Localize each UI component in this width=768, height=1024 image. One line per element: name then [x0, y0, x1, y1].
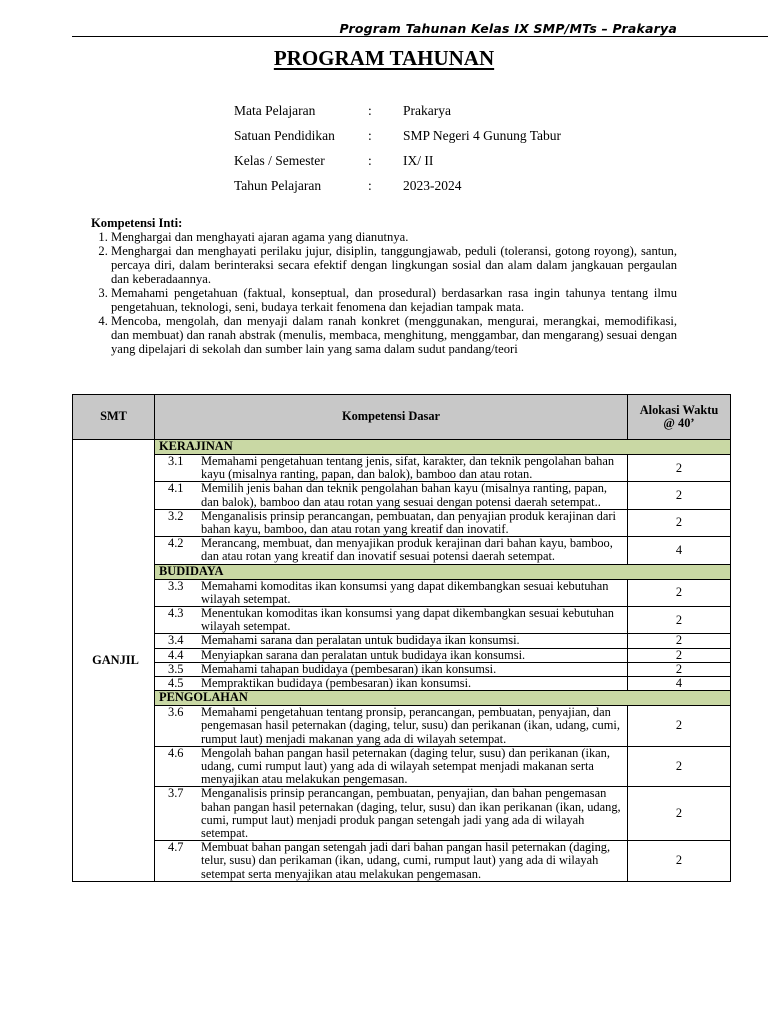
info-label: Satuan Pendidikan: [234, 127, 335, 143]
semester-cell: GANJIL: [73, 440, 155, 882]
info-row: [234, 98, 561, 123]
kd-text: Membuat bahan pangan setengah jadi dari bahan pangan hasil peternakan (daging, telur, susu) dan perikaman (ikan, udang, cumi, rumput laut) yang ada di wilayah setempat serta menyajikan atau melakukan pengemasan.: [201, 840, 611, 881]
info-value: 2023-2024: [403, 177, 462, 193]
info-label: Tahun Pelajaran: [234, 177, 322, 193]
header-alokasi-waktu: Alokasi Waktu @ 40’: [628, 395, 731, 440]
table-row: [73, 537, 731, 564]
table-row: [73, 787, 731, 841]
alokasi-cell: 2: [628, 482, 731, 509]
kd-text: Memilih jenis bahan dan teknik pengolahan bahan kayu (misalnya ranting, papan, dan balok), bamboo dan atau rotan yang sesuai dengan potensi daerah setempat..: [201, 481, 608, 509]
kd-number: 4.5: [168, 676, 184, 691]
header-smt: SMT: [73, 395, 155, 440]
kd-text: Mempraktikan budidaya (pembesaran) ikan konsumsi.: [201, 676, 472, 691]
alokasi-cell: 2: [628, 841, 731, 882]
kd-text: Menganalisis prinsip perancangan, pembuatan, penyajian, dan bahan pengemasan bahan pangan hasil peternakan (daging, telur, susu) dan ikan perikanan (ikan, udang, cumi, rumput laut) menjadi produk pangan setengah jadi yang ada di wilayah setempat.: [201, 786, 621, 841]
table-row: [73, 482, 731, 509]
kd-text: Memahami pengetahuan tentang jenis, sifat, karakter, dan teknik pengolahan bahan kayu (misalnya ranting, papan, dan balok), bamboo dan atau rotan.: [201, 454, 615, 482]
kompetensi-inti: [91, 216, 677, 356]
alokasi-cell: 2: [628, 607, 731, 634]
table-row: [73, 509, 731, 536]
kd-number: 3.4: [168, 633, 184, 648]
kompetensi-inti-item: 3. Memahami pengetahuan (faktual, konseptual, dan prosedural) berdasarkan rasa ingin tahunya tentang ilmu pengetahuan, teknologi, seni, budaya terkait fenomena dan kejadian tampak mata.: [111, 286, 677, 314]
section-title: PENGOLAHAN: [155, 691, 731, 706]
kd-cell: [155, 648, 628, 662]
kd-number: 3.1: [168, 454, 184, 468]
info-colon: :: [368, 177, 372, 193]
table-row: [73, 634, 731, 648]
section-title: KERAJINAN: [155, 440, 731, 455]
info-label: Kelas / Semester: [234, 152, 325, 168]
alokasi-cell: 2: [628, 579, 731, 606]
kd-cell: [155, 455, 628, 482]
table-row: [73, 841, 731, 882]
alokasi-cell: 2: [628, 746, 731, 787]
alokasi-cell: 2: [628, 787, 731, 841]
header-divider: [72, 36, 768, 37]
info-value: IX/ II: [403, 152, 434, 168]
kd-number: 3.7: [168, 786, 184, 801]
info-colon: :: [368, 127, 372, 143]
kompetensi-inti-item: 2. Menghargai dan menghayati perilaku jujur, disiplin, tanggungjawab, peduli (toleransi, gotong royong), santun, percaya diri, dalam berinteraksi secara efektif dengan lingkungan sosial dan alam dalam jangkauan pergaulan dan keberadaannya.: [111, 244, 677, 286]
kd-cell: [155, 634, 628, 648]
kompetensi-dasar-table: [72, 394, 731, 882]
kd-cell: [155, 662, 628, 676]
table-row: [73, 455, 731, 482]
info-colon: :: [368, 152, 372, 168]
alokasi-cell: 2: [628, 648, 731, 662]
alokasi-cell: 2: [628, 706, 731, 747]
info-value: Prakarya: [403, 102, 451, 118]
kompetensi-inti-title: Kompetensi Inti:: [91, 216, 183, 230]
kd-cell: [155, 677, 628, 691]
info-row: [234, 148, 561, 173]
kd-cell: [155, 607, 628, 634]
kd-text: Memahami sarana dan peralatan untuk budidaya ikan konsumsi.: [201, 633, 520, 648]
section-row: [73, 564, 731, 579]
kd-text: Mengolah bahan pangan hasil peternakan (daging telur, susu) dan perikanan (ikan, udang, cumi rumput laut) yang ada di wilayah setempat menjadi makanan serta menyajikan atau melakukan pengemasan.: [201, 745, 610, 787]
alokasi-cell: 4: [628, 537, 731, 564]
info-value: SMP Negeri 4 Gunung Tabur: [403, 127, 562, 143]
table-row: [73, 706, 731, 747]
alokasi-cell: 2: [628, 634, 731, 648]
kd-number: 3.5: [168, 661, 184, 676]
kd-number: 3.6: [168, 705, 184, 720]
kd-text: Memahami komoditas ikan konsumsi yang dapat dikembangkan sesuai kebutuhan wilayah setempat.: [201, 578, 609, 606]
alokasi-cell: 2: [628, 455, 731, 482]
kd-number: 4.7: [168, 840, 184, 855]
kompetensi-inti-item: 1. Menghargai dan menghayati ajaran agama yang dianutnya.: [111, 230, 677, 244]
table-row: [73, 677, 731, 691]
alokasi-cell: 4: [628, 677, 731, 691]
kd-text: Merancang, membuat, dan menyajikan produk kerajinan dari bahan kayu, bamboo, dan atau rotan yang kreatif dan inovatif sesuai potensi daerah setempat.: [201, 536, 613, 564]
kd-text: Memahami tahapan budidaya (pembesaran) ikan konsumsi.: [201, 661, 497, 676]
identity-block: [234, 98, 561, 198]
section-row: [73, 440, 731, 455]
info-label: Mata Pelajaran: [234, 102, 316, 118]
kd-cell: [155, 509, 628, 536]
info-colon: :: [368, 102, 372, 118]
kd-cell: [155, 537, 628, 564]
table-row: [73, 579, 731, 606]
kd-cell: [155, 746, 628, 787]
kd-text: Menentukan komoditas ikan konsumsi yang dapat dikembangkan sesuai kebutuhan wilayah setempat.: [201, 606, 614, 634]
kd-number: 4.3: [168, 606, 184, 621]
section-row: [73, 691, 731, 706]
kd-cell: [155, 579, 628, 606]
table-row: [73, 662, 731, 676]
kd-number: 4.1: [168, 481, 184, 496]
kd-text: Memahami pengetahuan tentang pronsip, perancangan, pembuatan, penyajian, dan pengemasan hasil peternakan (daging, telur, susu) dan perikanan (ikan, udang, cumi, rumput laut) menjadi makanan yang ada di wilayah setempat.: [201, 705, 620, 746]
kompetensi-inti-list: [91, 230, 677, 356]
kd-number: 4.2: [168, 536, 184, 551]
kd-number: 3.3: [168, 578, 184, 593]
alokasi-cell: 2: [628, 509, 731, 536]
kd-text: Menganalisis prinsip perancangan, pembuatan, dan penyajian produk kerajinan dari bahan kayu, bamboo, dan atau rotan yang kreatif dan inovatif.: [201, 508, 616, 537]
info-row: [234, 173, 561, 198]
kd-cell: [155, 841, 628, 882]
kd-text: Menyiapkan sarana dan peralatan untuk budidaya ikan konsumsi.: [201, 647, 526, 662]
table-header-row: [73, 395, 731, 440]
table-row: [73, 746, 731, 787]
table-row: [73, 648, 731, 662]
header-kompetensi-dasar: Kompetensi Dasar: [155, 395, 628, 440]
info-row: [234, 123, 561, 148]
kd-number: 4.4: [168, 647, 184, 662]
kd-cell: [155, 787, 628, 841]
section-title: BUDIDAYA: [155, 564, 731, 579]
kd-cell: [155, 706, 628, 747]
kd-cell: [155, 482, 628, 509]
alokasi-cell: 2: [628, 662, 731, 676]
kd-number: 4.6: [168, 745, 184, 760]
page-title: PROGRAM TAHUNAN: [273, 46, 495, 70]
table-row: [73, 607, 731, 634]
running-header: Program Tahunan Kelas IX SMP/MTs – Prakarya: [339, 21, 677, 36]
kompetensi-inti-item: 4. Mencoba, mengolah, dan menyaji dalam ranah konkret (menggunakan, mengurai, merangkai, memodifikasi, dan membuat) dan ranah abstrak (menulis, membaca, menghitung, menggambar, dan mengarang) sesuai dengan yang dipelajari di sekolah dan sumber lain yang sama dalam sudut pandang/teori: [111, 314, 677, 356]
kd-number: 3.2: [168, 508, 184, 523]
